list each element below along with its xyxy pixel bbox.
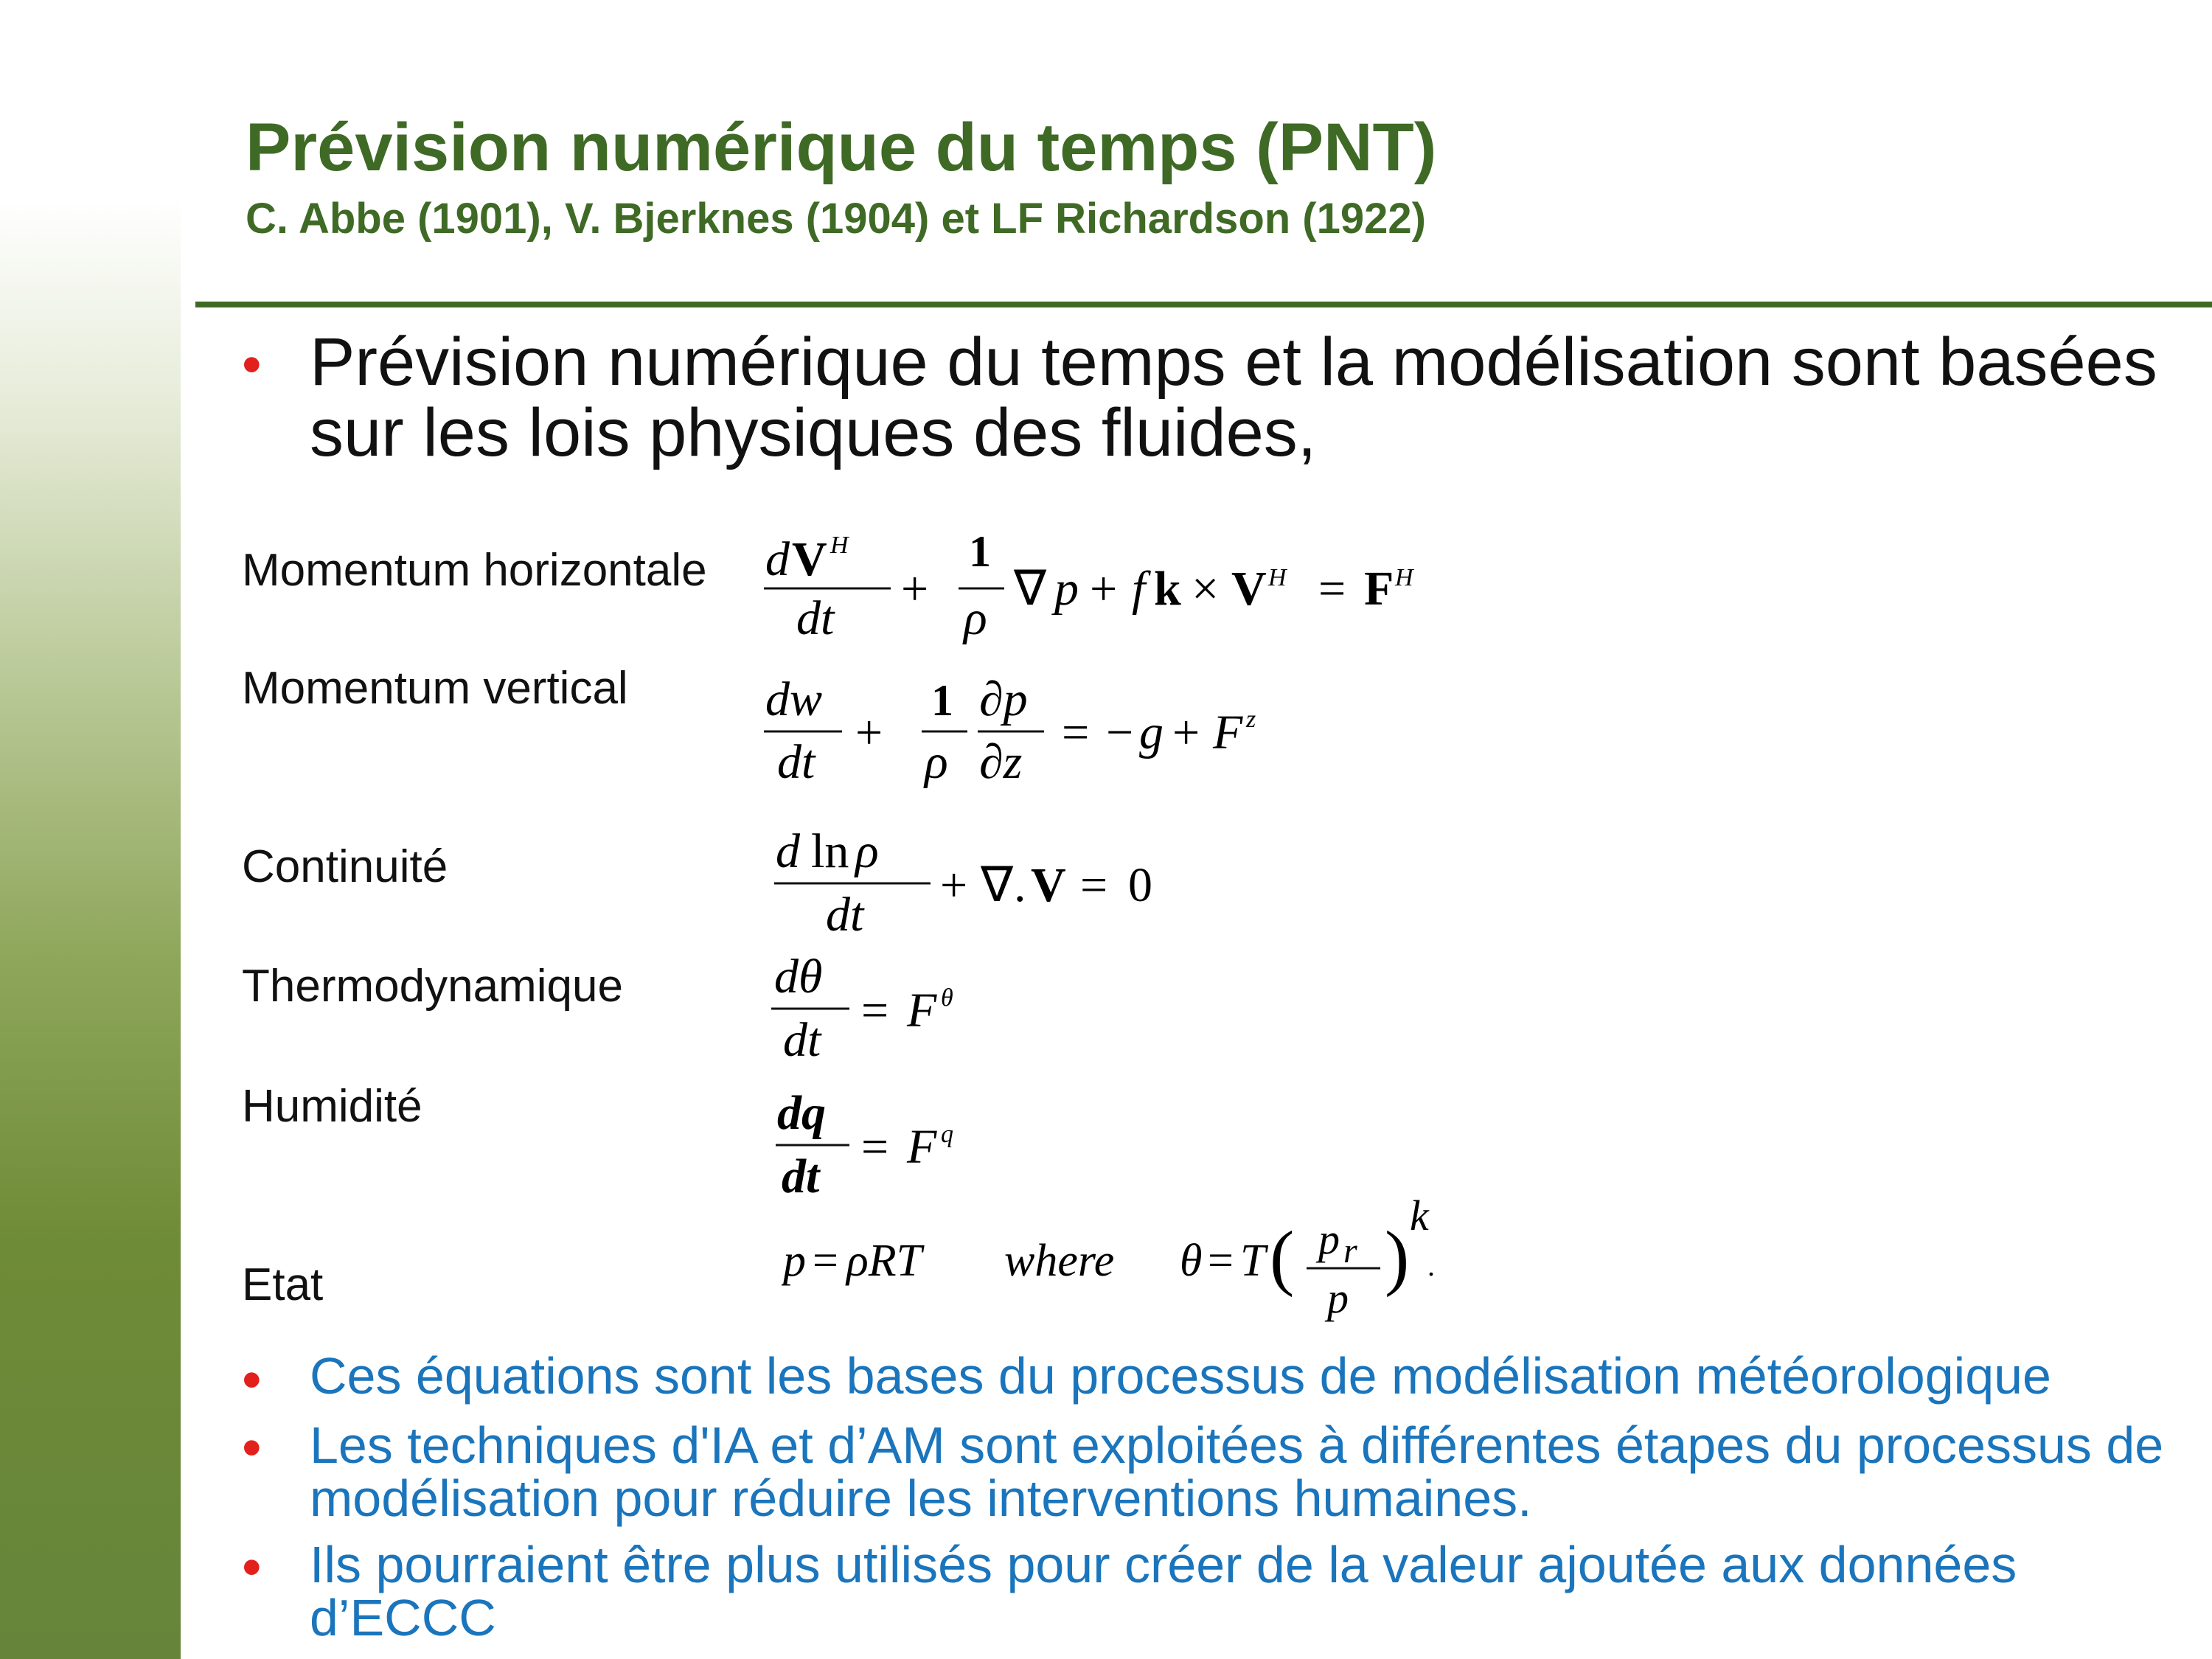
equation-state xyxy=(782,1194,1460,1331)
svg-text:∇: ∇ xyxy=(981,858,1014,912)
svg-text:V: V xyxy=(1031,858,1066,912)
svg-text:=: = xyxy=(1062,706,1090,759)
equation-label-state: Etat xyxy=(242,1259,324,1310)
svg-text:.: . xyxy=(1014,858,1026,912)
svg-text:p: p xyxy=(1327,1274,1349,1322)
svg-text:ρ: ρ xyxy=(855,824,879,878)
equation-momentum-vertical xyxy=(759,664,1349,800)
svg-text:=: = xyxy=(861,1120,889,1174)
svg-text:d: d xyxy=(776,824,800,878)
svg-text:ρRT: ρRT xyxy=(846,1236,922,1286)
svg-text:θ: θ xyxy=(941,984,953,1012)
svg-text:F: F xyxy=(1213,706,1243,759)
svg-text:+: + xyxy=(940,858,968,912)
svg-text:ln: ln xyxy=(811,824,849,878)
svg-text:dw: dw xyxy=(765,672,823,726)
svg-text:dt: dt xyxy=(826,888,864,942)
svg-text:F: F xyxy=(907,984,937,1037)
bullet-dot-2: • xyxy=(242,1416,262,1479)
svg-text:p: p xyxy=(1318,1215,1340,1263)
svg-text:dt: dt xyxy=(782,1150,820,1203)
equation-label-thermodynamic: Thermodynamique xyxy=(242,961,623,1012)
svg-text:g: g xyxy=(1139,706,1164,759)
svg-text:z: z xyxy=(1246,706,1256,733)
svg-text:r: r xyxy=(1343,1231,1357,1270)
svg-text:ρ: ρ xyxy=(925,735,948,789)
svg-text:T: T xyxy=(1240,1236,1266,1286)
svg-text:×: × xyxy=(1192,562,1220,616)
svg-text:f: f xyxy=(1132,562,1146,616)
svg-text:p: p xyxy=(783,1236,806,1286)
svg-text:0: 0 xyxy=(1128,858,1152,912)
svg-text:−: − xyxy=(1106,706,1134,759)
bullet-text-added-value: Ils pourraient être plus utilisés pour créer de la valeur ajoutée aux données d’ECCC xyxy=(310,1536,2017,1646)
svg-text:H: H xyxy=(1268,564,1287,591)
slide-subtitle: C. Abbe (1901), V. Bjerknes (1904) et LF Richardson (1922) xyxy=(246,195,1426,243)
svg-text:F: F xyxy=(1364,562,1394,616)
slide-title: Prévision numérique du temps (PNT) xyxy=(246,110,1437,185)
svg-text:dθ: dθ xyxy=(774,950,823,1004)
svg-text:+: + xyxy=(1172,706,1200,759)
svg-text:=: = xyxy=(1318,562,1346,616)
svg-text:1: 1 xyxy=(969,527,991,576)
svg-text:dt: dt xyxy=(783,1013,821,1067)
svg-text:F: F xyxy=(907,1120,937,1174)
bullet-text-ai-ml-techniques: Les techniques d'IA et d’AM sont exploitées à différentes étapes du processus de modélisation pour réduire les interventions humaines. xyxy=(310,1416,2164,1527)
equation-thermodynamic xyxy=(767,944,1062,1073)
svg-text:V: V xyxy=(1231,562,1267,616)
svg-text:k: k xyxy=(1154,562,1181,616)
svg-text:1: 1 xyxy=(931,676,953,725)
equation-humidity xyxy=(774,1080,1069,1209)
svg-text:+: + xyxy=(901,562,929,616)
equation-label-humidity: Humidité xyxy=(242,1081,422,1132)
bullet-dot-1: • xyxy=(242,1349,262,1411)
svg-text:dt: dt xyxy=(777,735,815,789)
svg-text:p: p xyxy=(1054,562,1079,616)
svg-text:∇: ∇ xyxy=(1014,562,1047,616)
main-bullet-text: Prévision numérique du temps et la modélisation sont basées sur les lois physiques des fluides, xyxy=(310,324,2157,470)
svg-text:ρ: ρ xyxy=(964,591,987,645)
svg-text:H: H xyxy=(1395,564,1413,591)
bullet-dot-3: • xyxy=(242,1536,262,1599)
svg-text:+: + xyxy=(855,706,883,759)
svg-text:=: = xyxy=(861,984,889,1037)
svg-text:V: V xyxy=(792,532,827,586)
equation-label-momentum-horizontal: Momentum horizontale xyxy=(242,545,707,596)
svg-text:q: q xyxy=(941,1121,953,1148)
svg-text:=: = xyxy=(1080,858,1108,912)
bullet-text-equations-basis: Ces équations sont les bases du processus de modélisation météorologique xyxy=(310,1347,2051,1405)
svg-text:=: = xyxy=(813,1236,838,1286)
svg-text:where: where xyxy=(1004,1236,1115,1286)
svg-text:H: H xyxy=(830,532,849,559)
equation-continuity xyxy=(767,818,1283,947)
equation-label-continuity: Continuité xyxy=(242,841,448,892)
equation-momentum-horizontal xyxy=(759,524,1578,660)
svg-text:k: k xyxy=(1410,1194,1429,1239)
bullet-dot-main: • xyxy=(242,333,262,396)
svg-text:∂z: ∂z xyxy=(979,735,1023,789)
svg-text:.: . xyxy=(1427,1249,1435,1282)
svg-text:): ) xyxy=(1385,1216,1410,1298)
svg-text:dq: dq xyxy=(777,1086,826,1140)
svg-text:∂p: ∂p xyxy=(979,672,1028,726)
svg-text:(: ( xyxy=(1270,1216,1295,1298)
svg-text:+: + xyxy=(1090,562,1118,616)
svg-text:dt: dt xyxy=(796,591,835,645)
decorative-gradient-sidebar xyxy=(0,0,181,1659)
svg-text:d: d xyxy=(765,532,790,586)
svg-text:θ: θ xyxy=(1180,1236,1203,1286)
svg-text:=: = xyxy=(1208,1236,1234,1286)
title-divider xyxy=(195,302,2212,307)
equation-label-momentum-vertical: Momentum vertical xyxy=(242,663,628,714)
